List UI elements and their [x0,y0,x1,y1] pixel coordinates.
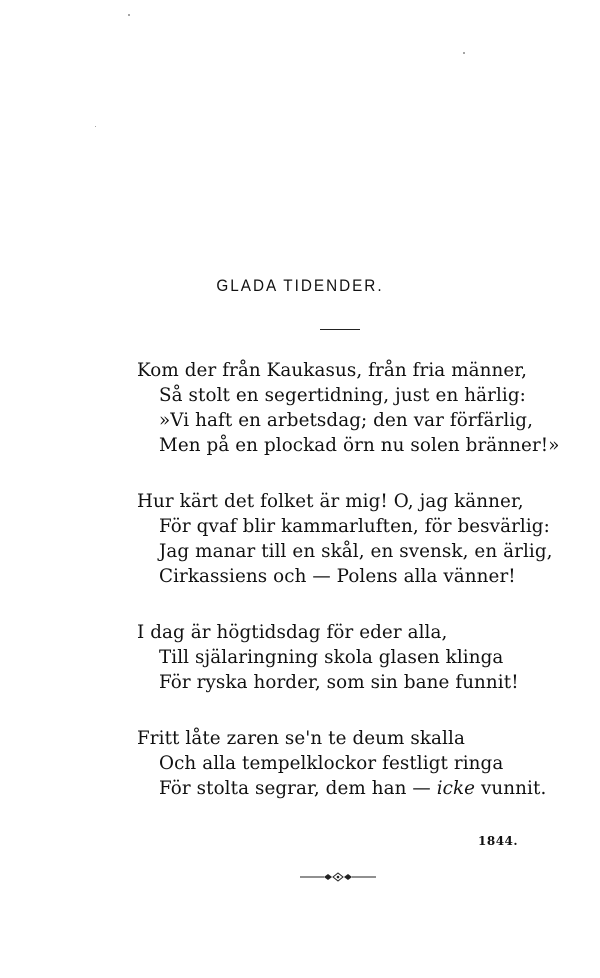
paper-speck [463,52,465,54]
poem-year: 1844. [478,834,519,848]
final-line-suffix: vunnit. [475,778,547,799]
stanza-4 [137,726,557,801]
stanza-3 [137,620,557,695]
poem-line: Fritt låte zaren se'n te deum skalla [137,728,465,749]
poem-line: Hur kärt det folket är mig! O, jag känner, [137,491,524,512]
poem-line: I dag är högtidsdag för eder alla, [137,622,448,643]
paper-speck [128,14,130,16]
poem-line: Cirkassiens och — Polens alla vänner! [159,566,516,587]
final-line-prefix: För stolta segrar, dem han — [159,778,437,799]
end-ornament-icon [300,870,376,884]
emphasized-word: icke [436,778,476,799]
poem-line: Till själaringning skola glasen klinga [159,647,504,668]
poem-title: GLADA TIDENDER. [216,276,384,295]
poem-line: Men på en plockad örn nu solen bränner!» [159,435,560,456]
stanza-1 [137,358,560,458]
poem-body [137,358,560,801]
stanza-2 [137,489,557,589]
poem-line: Så stolt en segertidning, just en härlig: [159,385,526,406]
poem-line-final [137,776,557,801]
poem-line: »Vi haft en arbetsdag; den var förfärlig, [159,410,533,431]
paper-speck [95,126,96,127]
poem-line: Jag manar till en skål, en svensk, en ärlig, [159,541,553,562]
poem-line: Och alla tempelklockor festligt ringa [159,753,504,774]
poem-line: För qvaf blir kammarluften, för besvärlig: [159,516,550,537]
title-divider [320,329,360,330]
poem-line: För ryska horder, som sin bane funnit! [159,672,519,693]
poem-line: Kom der från Kaukasus, från fria männer, [137,360,528,381]
